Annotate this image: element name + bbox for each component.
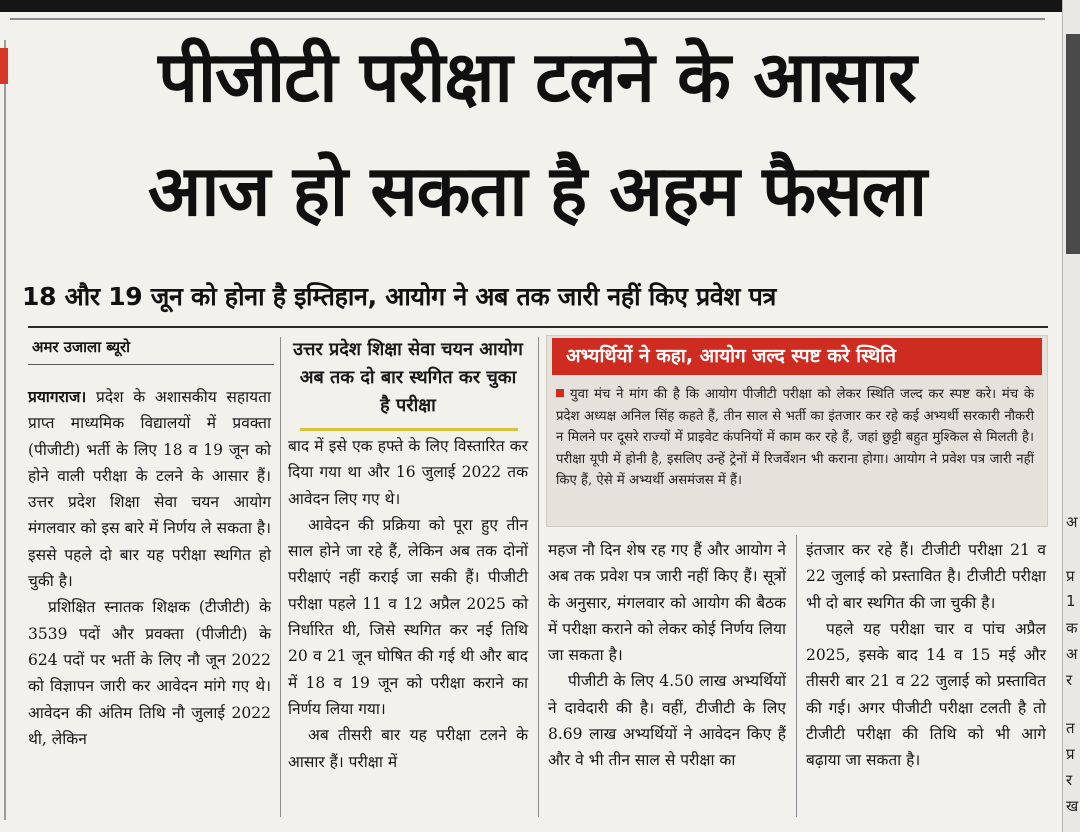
adjacent-text-fragment: अ — [1066, 645, 1078, 663]
sidebar-heading-underline — [300, 428, 518, 431]
adjacent-article-strip — [1062, 0, 1080, 832]
headline-line-2: आज हो सकता है अहम फैसला — [147, 150, 927, 232]
adjacent-text-fragment: अ — [1066, 513, 1078, 531]
quote-body: युवा मंच ने मांग की है कि आयोग पीजीटी परीक्षा को लेकर स्थिति जल्द कर स्पष्ट करे। मंच के प्रदेश अध्यक्ष अनिल सिंह कहते हैं, तीन साल से भर्ती का इंतजार कर रहे कई अभ्यर्थी सरकारी नौकरी न मिलने पर दूसरे राज्यों में प्राइवेट कंपनियों में काम कर रहे हैं, जहां छुट्टी बहुत मुश्किल से मिलती है। परीक्षा यूपी में होनी है, इसलिए उन्हें ट्रेनों में रिजर्वेशन भी कराना होगा। आयोग ने प्रवेश पत्र जारी नहीं किए हैं, ऐसे में अभ्यर्थी असमंजस में हैं। — [556, 387, 1034, 488]
adjacent-text-fragment: 1 — [1066, 592, 1076, 610]
article-paragraph: प्रशिक्षित स्नातक शिक्षक (टीजीटी) के 3539 पदों और प्रवक्ता (पीजीटी) के 624 पदों पर भर्ती के लिए नौ जून 2022 को विज्ञापन जारी कर आवेदन मांगे गए थे। आवेदन की अंतिम तिथि नौ जुलाई 2022 थी, लेकिन — [28, 598, 271, 748]
adjacent-text-fragment: प्र — [1066, 745, 1075, 763]
byline: अमर उजाला ब्यूरो — [32, 338, 131, 356]
article-column-2 — [288, 433, 528, 775]
article-paragraph: पहले यह परीक्षा चार व पांच अप्रैल 2025, इसके बाद 14 व 15 मई और तीसरी बार 21 व 22 जुलाई को प्रस्तावित की गई। अगर पीजीटी परीक्षा टलती है तो टीजीटी परीक्षा की तिथि को भी आगे बढ़ाया जा सकता है। — [806, 619, 1046, 770]
article-column-1 — [28, 384, 271, 752]
paragraph-text: प्रदेश के अशासकीय सहायता प्राप्त माध्यमिक विद्यालयों में प्रवक्ता (पीजीटी) भर्ती के लिए 18 व 19 जून को होने वाली परीक्षा के टलने के आसार हैं। उत्तर प्रदेश शिक्षा सेवा चयन आयोग मंगलवार को इस बारे में निर्णय ले सकता है। इससे पहले दो बार यह परीक्षा स्थगित हो चुकी है। — [28, 388, 271, 591]
dateline: प्रयागराज। — [28, 388, 87, 406]
left-red-accent — [0, 48, 8, 84]
sidebar-heading: उत्तर प्रदेश शिक्षा सेवा चयन आयोग अब तक दो बार स्थगित कर चुका है परीक्षा — [293, 339, 523, 416]
article-paragraph: बाद में इसे एक हफ्ते के लिए विस्तारित कर दिया गया था और 16 जुलाई 2022 तक आवेदन लिए गए थे। — [288, 437, 528, 508]
column-divider — [796, 535, 797, 817]
top-rule — [10, 18, 1045, 20]
adjacent-photo — [1066, 34, 1080, 254]
article-paragraph: इंतजार कर रहे हैं। टीजीटी परीक्षा 21 व 22 जुलाई को प्रस्तावित है। टीजीटी परीक्षा भी दो बार स्थगित की जा चुकी है। — [806, 541, 1046, 612]
subheadline-rule — [28, 326, 1048, 328]
top-dark-border — [0, 0, 1080, 12]
byline-rule — [28, 364, 274, 365]
adjacent-text-fragment: त — [1066, 719, 1075, 737]
quote-box-text — [556, 384, 1034, 492]
adjacent-text-fragment: र — [1066, 671, 1073, 689]
quote-box-heading: अभ्यर्थियों ने कहा, आयोग जल्द स्पष्ट करे स्थिति — [552, 338, 1042, 375]
headline-line-1: पीजीटी परीक्षा टलने के आसार — [158, 36, 916, 118]
adjacent-text-fragment: क — [1066, 619, 1078, 637]
adjacent-text-fragment: र — [1066, 771, 1073, 789]
column-divider — [280, 337, 281, 817]
article-paragraph — [28, 384, 271, 594]
adjacent-text-fragment: ख — [1066, 797, 1079, 815]
column-divider — [538, 337, 539, 817]
article-column-4 — [806, 537, 1046, 774]
article-paragraph: आवेदन की प्रक्रिया को पूरा हुए तीन साल होने जा रहे हैं, लेकिन अब तक दोनों परीक्षाएं नहीं कराई जा सकी हैं। पीजीटी परीक्षा पहले 11 व 12 अप्रैल 2025 को निर्धारित थी, जिसे स्थगित कर नई तिथि 20 व 21 जून घोषित की गई थी और बाद में 18 व 19 जून को परीक्षा कराने का निर्णय लिया गया। — [288, 515, 528, 718]
article-paragraph: पीजीटी के लिए 4.50 लाख अभ्यर्थियों ने दावेदारी की है। वहीं, टीजीटी के लिए 8.69 लाख अभ्यर्थियों ने आवेदन किए हैं और वे भी तीन साल से परीक्षा का — [548, 672, 786, 770]
left-column-rule — [4, 40, 6, 820]
adjacent-text-fragment: प्र — [1066, 567, 1075, 585]
square-bullet-icon — [556, 389, 564, 397]
article-column-3 — [548, 537, 786, 774]
article-paragraph: अब तीसरी बार यह परीक्षा टलने के आसार हैं। परीक्षा में — [288, 726, 528, 771]
article-paragraph: महज नौ दिन शेष रह गए हैं और आयोग ने अब तक प्रवेश पत्र जारी नहीं किए हैं। सूत्रों के अनुसार, मंगलवार को आयोग की बैठक में परीक्षा कराने को लेकर कोई निर्णय लिया जा सकता है। — [548, 541, 786, 665]
subheadline: 18 और 19 जून को होना है इम्तिहान, आयोग ने अब तक जारी नहीं किए प्रवेश पत्र — [22, 282, 777, 311]
